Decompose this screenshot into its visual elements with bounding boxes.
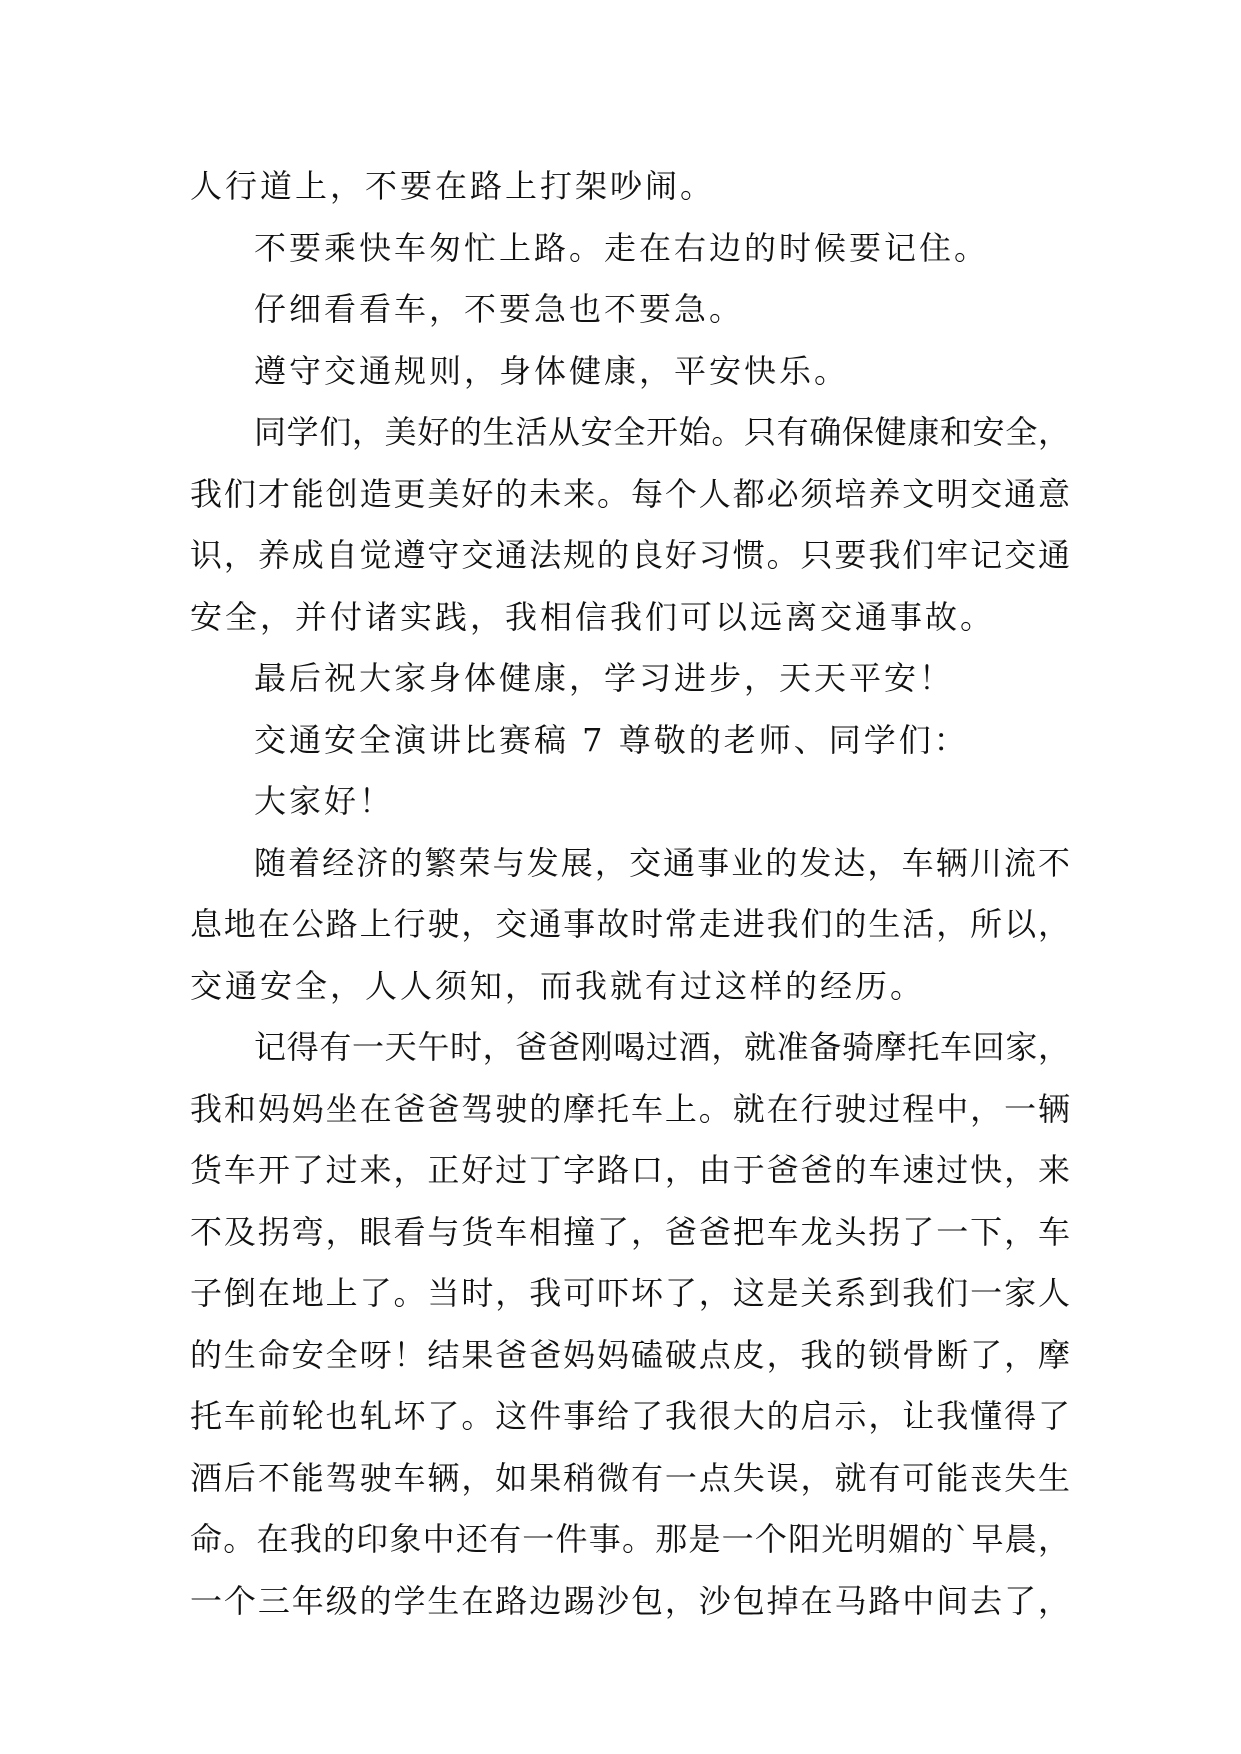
body-text [190,156,1070,1632]
text-line: 息地在公路上行驶，交通事故时常走进我们的生活，所以， [190,905,1070,943]
text-line: 仔细看看车，不要急也不要急。 [254,290,745,328]
text-line: 子倒在地上了。当时，我可吓坏了，这是关系到我们一家人 [190,1274,1070,1312]
text-line: 我们才能创造更美好的未来。每个人都必须培养文明交通意 [190,474,1070,513]
text-line: 同学们，美好的生活从安全开始。只有确保健康和安全， [254,413,1070,451]
text-line: 不及拐弯，眼看与货车相撞了，爸爸把车龙头拐了一下，车 [190,1212,1070,1251]
text-line: 最后祝大家身体健康，学习进步，天天平安！ [254,659,955,697]
text-line: 交通安全，人人须知，而我就有过这样的经历。 [190,966,926,1005]
text-line: 大家好！ [254,782,395,820]
text-line: 不要乘快车匆忙上路。走在右边的时候要记住。 [254,228,990,267]
text-line: 安全，并付诸实践，我相信我们可以远离交通事故。 [190,597,996,636]
text-line: 遵守交通规则，身体健康，平安快乐。 [254,351,850,390]
text-line: 命。在我的印象中还有一件事。那是一个阳光明媚的`早晨， [190,1520,1070,1558]
text-line: 托车前轮也轧坏了。这件事给了我很大的启示，让我懂得了 [190,1397,1070,1435]
text-line: 识，养成自觉遵守交通法规的良好习惯。只要我们牢记交通 [190,536,1070,574]
text-line: 我和妈妈坐在爸爸驾驶的摩托车上。就在行驶过程中，一辆 [190,1089,1070,1128]
text-line: 随着经济的繁荣与发展，交通事业的发达，车辆川流不 [254,843,1070,882]
text-line: 人行道上，不要在路上打架吵闹。 [190,167,716,205]
text-line: 货车开了过来，正好过丁字路口，由于爸爸的车速过快，来 [190,1151,1070,1189]
text-line: 一个三年级的学生在路边踢沙包，沙包掉在马路中间去了， [190,1581,1070,1620]
text-line: 的生命安全呀！结果爸爸妈妈磕破点皮，我的锁骨断了，摩 [190,1335,1070,1374]
text-line: 酒后不能驾驶车辆，如果稍微有一点失误，就有可能丧失生 [190,1458,1070,1497]
text-line: 交通安全演讲比赛稿 7 尊敬的老师、同学们： [254,720,969,759]
text-line: 记得有一天午时，爸爸刚喝过酒，就准备骑摩托车回家， [254,1028,1070,1066]
